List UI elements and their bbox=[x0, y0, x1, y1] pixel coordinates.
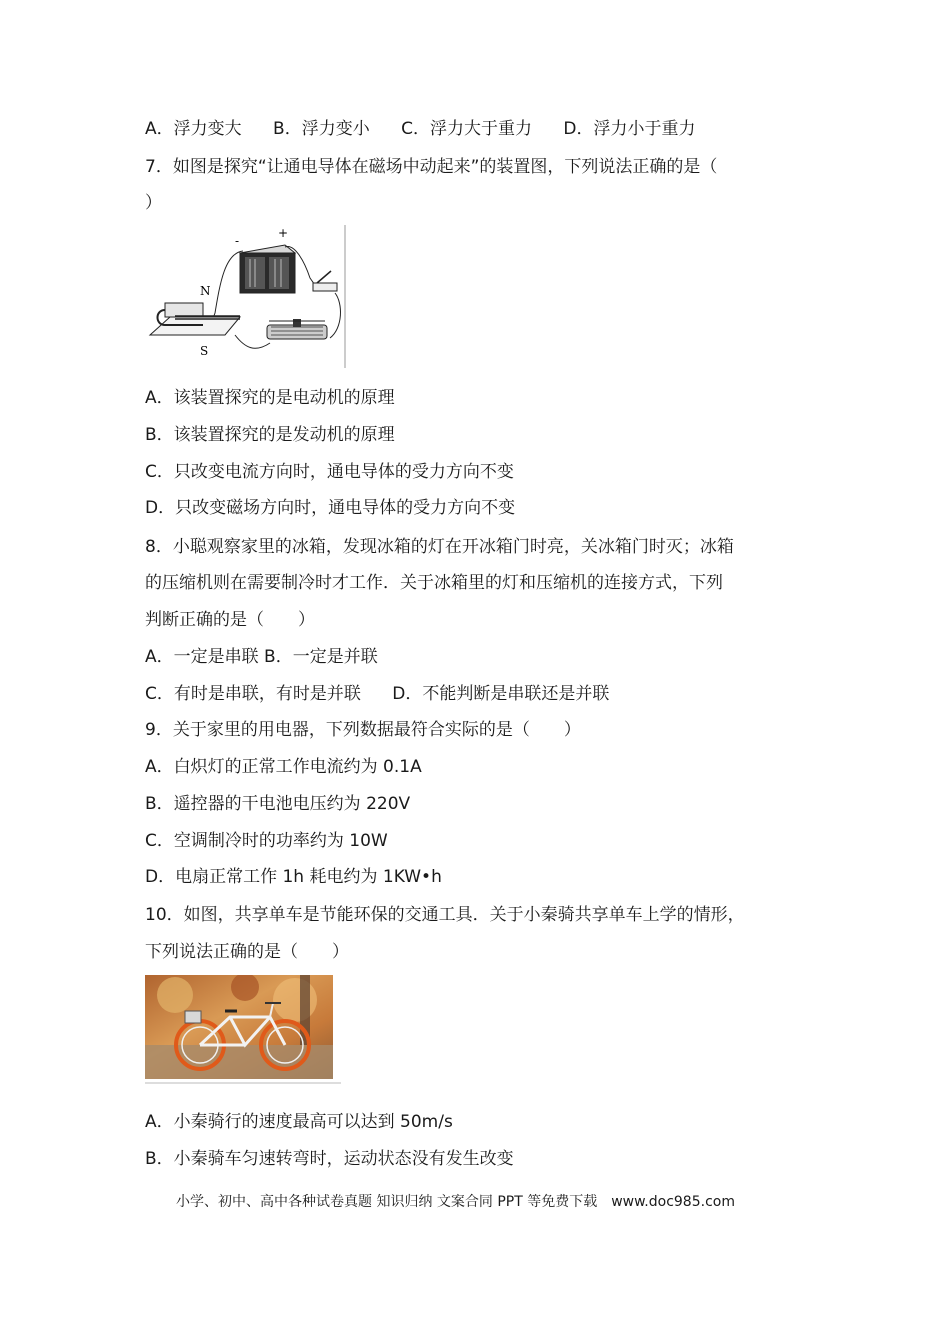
q9-option-b: B．遥控器的干电池电压约为 220V bbox=[145, 794, 411, 814]
q6-option-d: D．浮力小于重力 bbox=[563, 119, 696, 139]
q9-option-c: C．空调制冷时的功率约为 10W bbox=[145, 831, 388, 851]
q7-option-c: C．只改变电流方向时，通电导体的受力方向不变 bbox=[145, 462, 514, 482]
q6-option-b: B．浮力变小 bbox=[273, 119, 370, 139]
q8-stem-line1: 8．小聪观察家里的冰箱，发现冰箱的灯在开冰箱门时亮，关冰箱门时灭；冰箱 bbox=[145, 537, 734, 557]
q8-options-line1: A．一定是串联 B．一定是并联 bbox=[145, 647, 378, 667]
switch-icon bbox=[313, 271, 337, 291]
q8-stem-line2: 的压缩机则在需要制冷时才工作．关于冰箱里的灯和压缩机的连接方式，下列 bbox=[145, 573, 723, 593]
pole-s-label: S bbox=[200, 344, 209, 358]
q7-option-d: D．只改变磁场方向时，通电导体的受力方向不变 bbox=[145, 498, 516, 518]
q10-option-a: A．小秦骑行的速度最高可以达到 50m/s bbox=[145, 1112, 453, 1132]
page-footer: 小学、初中、高中各种试卷真题 知识归纳 文案合同 PPT 等免费下载 www.doc985.com bbox=[176, 1194, 735, 1210]
battery-icon bbox=[240, 245, 295, 293]
battery-minus-label: - bbox=[235, 234, 240, 248]
rheostat-icon bbox=[267, 319, 327, 339]
q8-option-c: C．有时是串联，有时是并联 bbox=[145, 684, 361, 704]
q6-options bbox=[145, 118, 696, 140]
q9-stem: 9．关于家里的用电器，下列数据最符合实际的是（ ） bbox=[145, 720, 581, 740]
q7-stem-line1: 7．如图是探究“让通电导体在磁场中动起来”的装置图，下列说法正确的是（ bbox=[145, 157, 718, 177]
battery-plus-label: + bbox=[278, 226, 289, 240]
q8-options-line2 bbox=[145, 683, 609, 705]
q7-stem-line2: ） bbox=[145, 193, 162, 213]
pole-n-label: N bbox=[200, 284, 211, 298]
q9-option-d: D．电扇正常工作 1h 耗电约为 1KW•h bbox=[145, 867, 442, 887]
magnet-icon bbox=[150, 303, 240, 335]
q7-option-b: B．该装置探究的是发动机的原理 bbox=[145, 425, 395, 445]
q10-stem-line1: 10．如图，共享单车是节能环保的交通工具．关于小秦骑共享单车上学的情形， bbox=[145, 905, 745, 925]
q8-option-d: D．不能判断是串联还是并联 bbox=[392, 684, 610, 704]
q6-option-a: A．浮力变大 bbox=[145, 119, 242, 139]
q10-stem-line2: 下列说法正确的是（ ） bbox=[145, 942, 349, 962]
q9-option-a: A．白炽灯的正常工作电流约为 0.1A bbox=[145, 757, 422, 777]
q10-option-b: B．小秦骑车匀速转弯时，运动状态没有发生改变 bbox=[145, 1149, 514, 1169]
q8-stem-line3: 判断正确的是（ ） bbox=[145, 610, 315, 630]
q6-option-c: C．浮力大于重力 bbox=[401, 119, 532, 139]
q7-apparatus-figure bbox=[145, 223, 350, 371]
q7-option-a: A．该装置探究的是电动机的原理 bbox=[145, 388, 395, 408]
q10-shared-bike-photo bbox=[145, 975, 341, 1085]
